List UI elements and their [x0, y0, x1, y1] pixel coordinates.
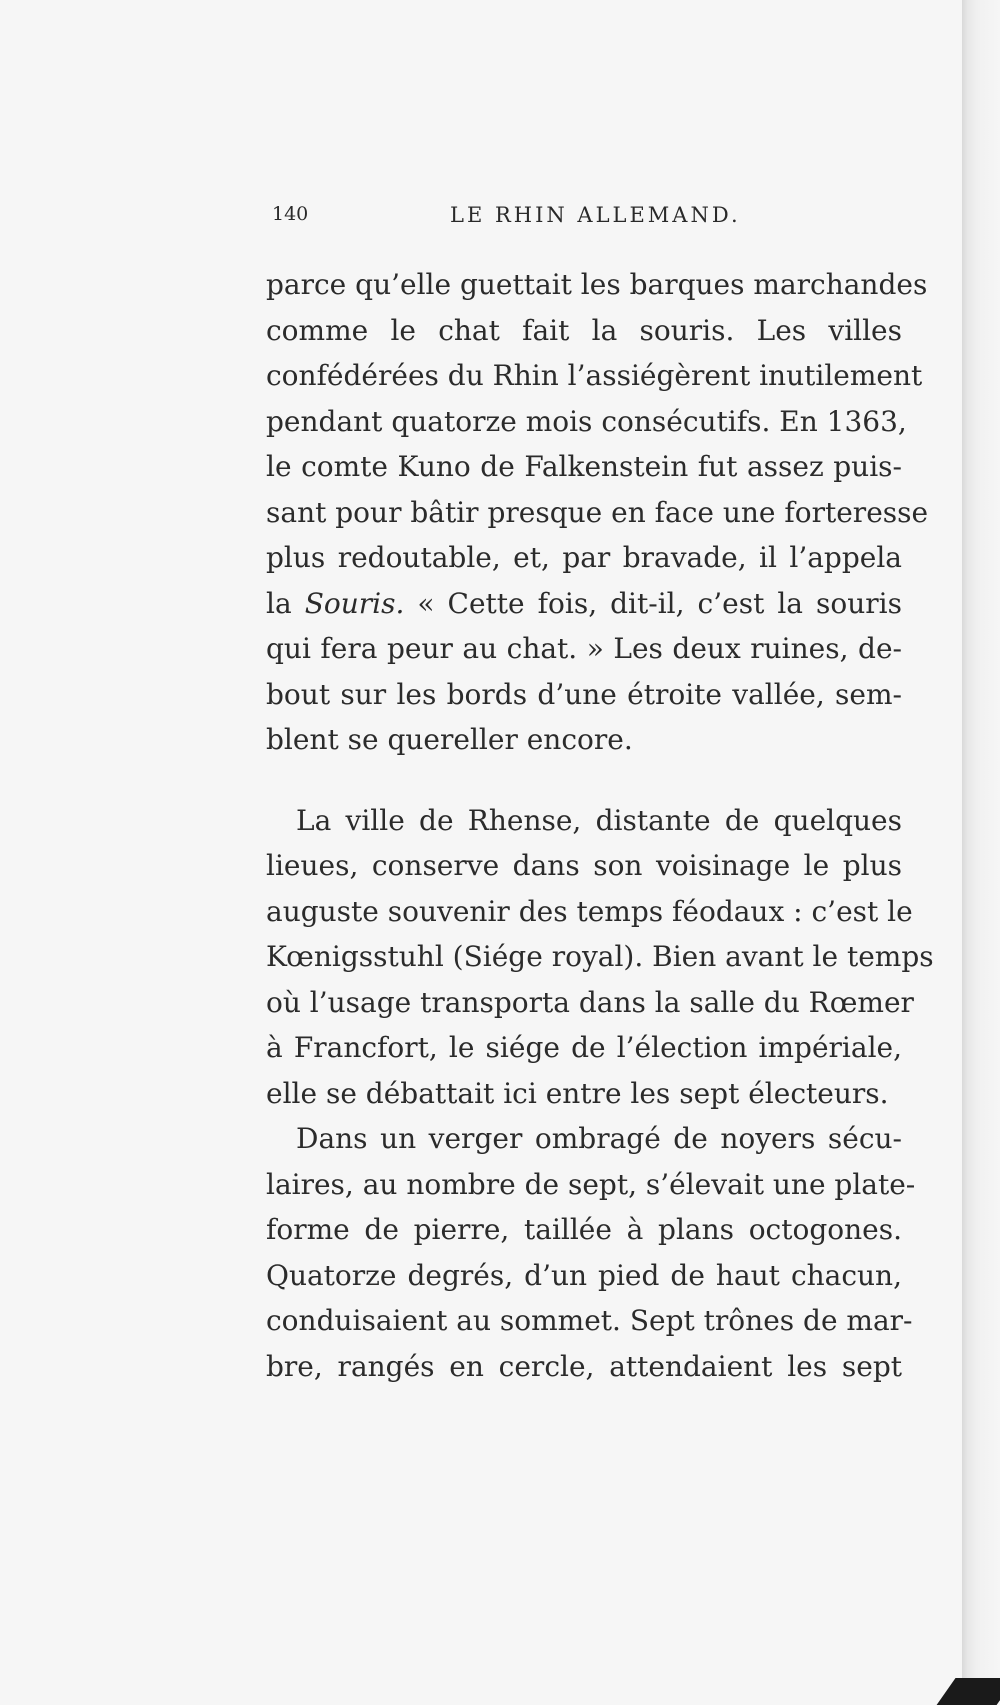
- text-line: plus redoutable, et, par bravade, il l’appela: [266, 541, 902, 574]
- text-line: blent se quereller encore.: [266, 723, 633, 756]
- text-line: où l’usage transporta dans la salle du Rœmer: [266, 985, 914, 1019]
- text-line: bre, rangés en cercle, attendaient les sept: [266, 1349, 902, 1383]
- text-line: confédérées du Rhin l’assiégèrent inutilement: [266, 359, 923, 392]
- text-line: [266, 581, 902, 627]
- text-line: comme le chat fait la souris. Les villes: [266, 313, 902, 347]
- text-line: laires, au nombre de sept, s’élevait une plate-: [266, 1167, 916, 1201]
- text-line: Dans un verger ombragé de noyers sécu-: [296, 1122, 902, 1155]
- page-corner-dark: [934, 1678, 1000, 1705]
- text-line: qui fera peur au chat. » Les deux ruines, de-: [266, 632, 902, 665]
- running-title: LE RHIN ALLEMAND.: [450, 203, 741, 227]
- body-text: [266, 262, 934, 1389]
- paragraph-1: [266, 262, 929, 763]
- text-line: forme de pierre, taillée à plans octogones.: [266, 1213, 902, 1246]
- text-line: elle se débattait ici entre les sept électeurs.: [266, 1076, 889, 1110]
- text-segment: la: [266, 586, 305, 620]
- text-line: conduisaient au sommet. Sept trônes de mar-: [266, 1304, 913, 1337]
- page-header: [272, 203, 742, 233]
- italic-title: Souris.: [304, 586, 405, 620]
- text-line: Kœnigsstuhl (Siége royal). Bien avant le temps: [266, 940, 934, 973]
- paragraph-gap: [266, 763, 902, 798]
- text-line: auguste souvenir des temps féodaux : c’est le: [266, 894, 913, 928]
- text-line: le comte Kuno de Falkenstein fut assez puis-: [266, 450, 902, 483]
- text-line: sant pour bâtir presque en face une forteresse: [266, 495, 929, 529]
- text-line: La ville de Rhense, distante de quelques: [296, 803, 902, 837]
- text-line: Quatorze degrés, d’un pied de haut chacun,: [266, 1258, 902, 1292]
- text-line: à Francfort, le siége de l’élection impériale,: [266, 1031, 902, 1064]
- paragraph-2: [266, 798, 934, 1117]
- page-number: 140: [272, 203, 309, 225]
- text-line: bout sur les bords d’une étroite vallée, sem-: [266, 677, 902, 711]
- text-segment: « Cette fois, dit-il, c’est la souris: [404, 586, 902, 620]
- text-line: pendant quatorze mois consécutifs. En 1363,: [266, 404, 907, 438]
- text-line: lieues, conserve dans son voisinage le plus: [266, 849, 902, 882]
- text-line: parce qu’elle guettait les barques marchandes: [266, 268, 928, 301]
- paragraph-3: [266, 1116, 916, 1389]
- page-edge-shadow: [962, 0, 1000, 1705]
